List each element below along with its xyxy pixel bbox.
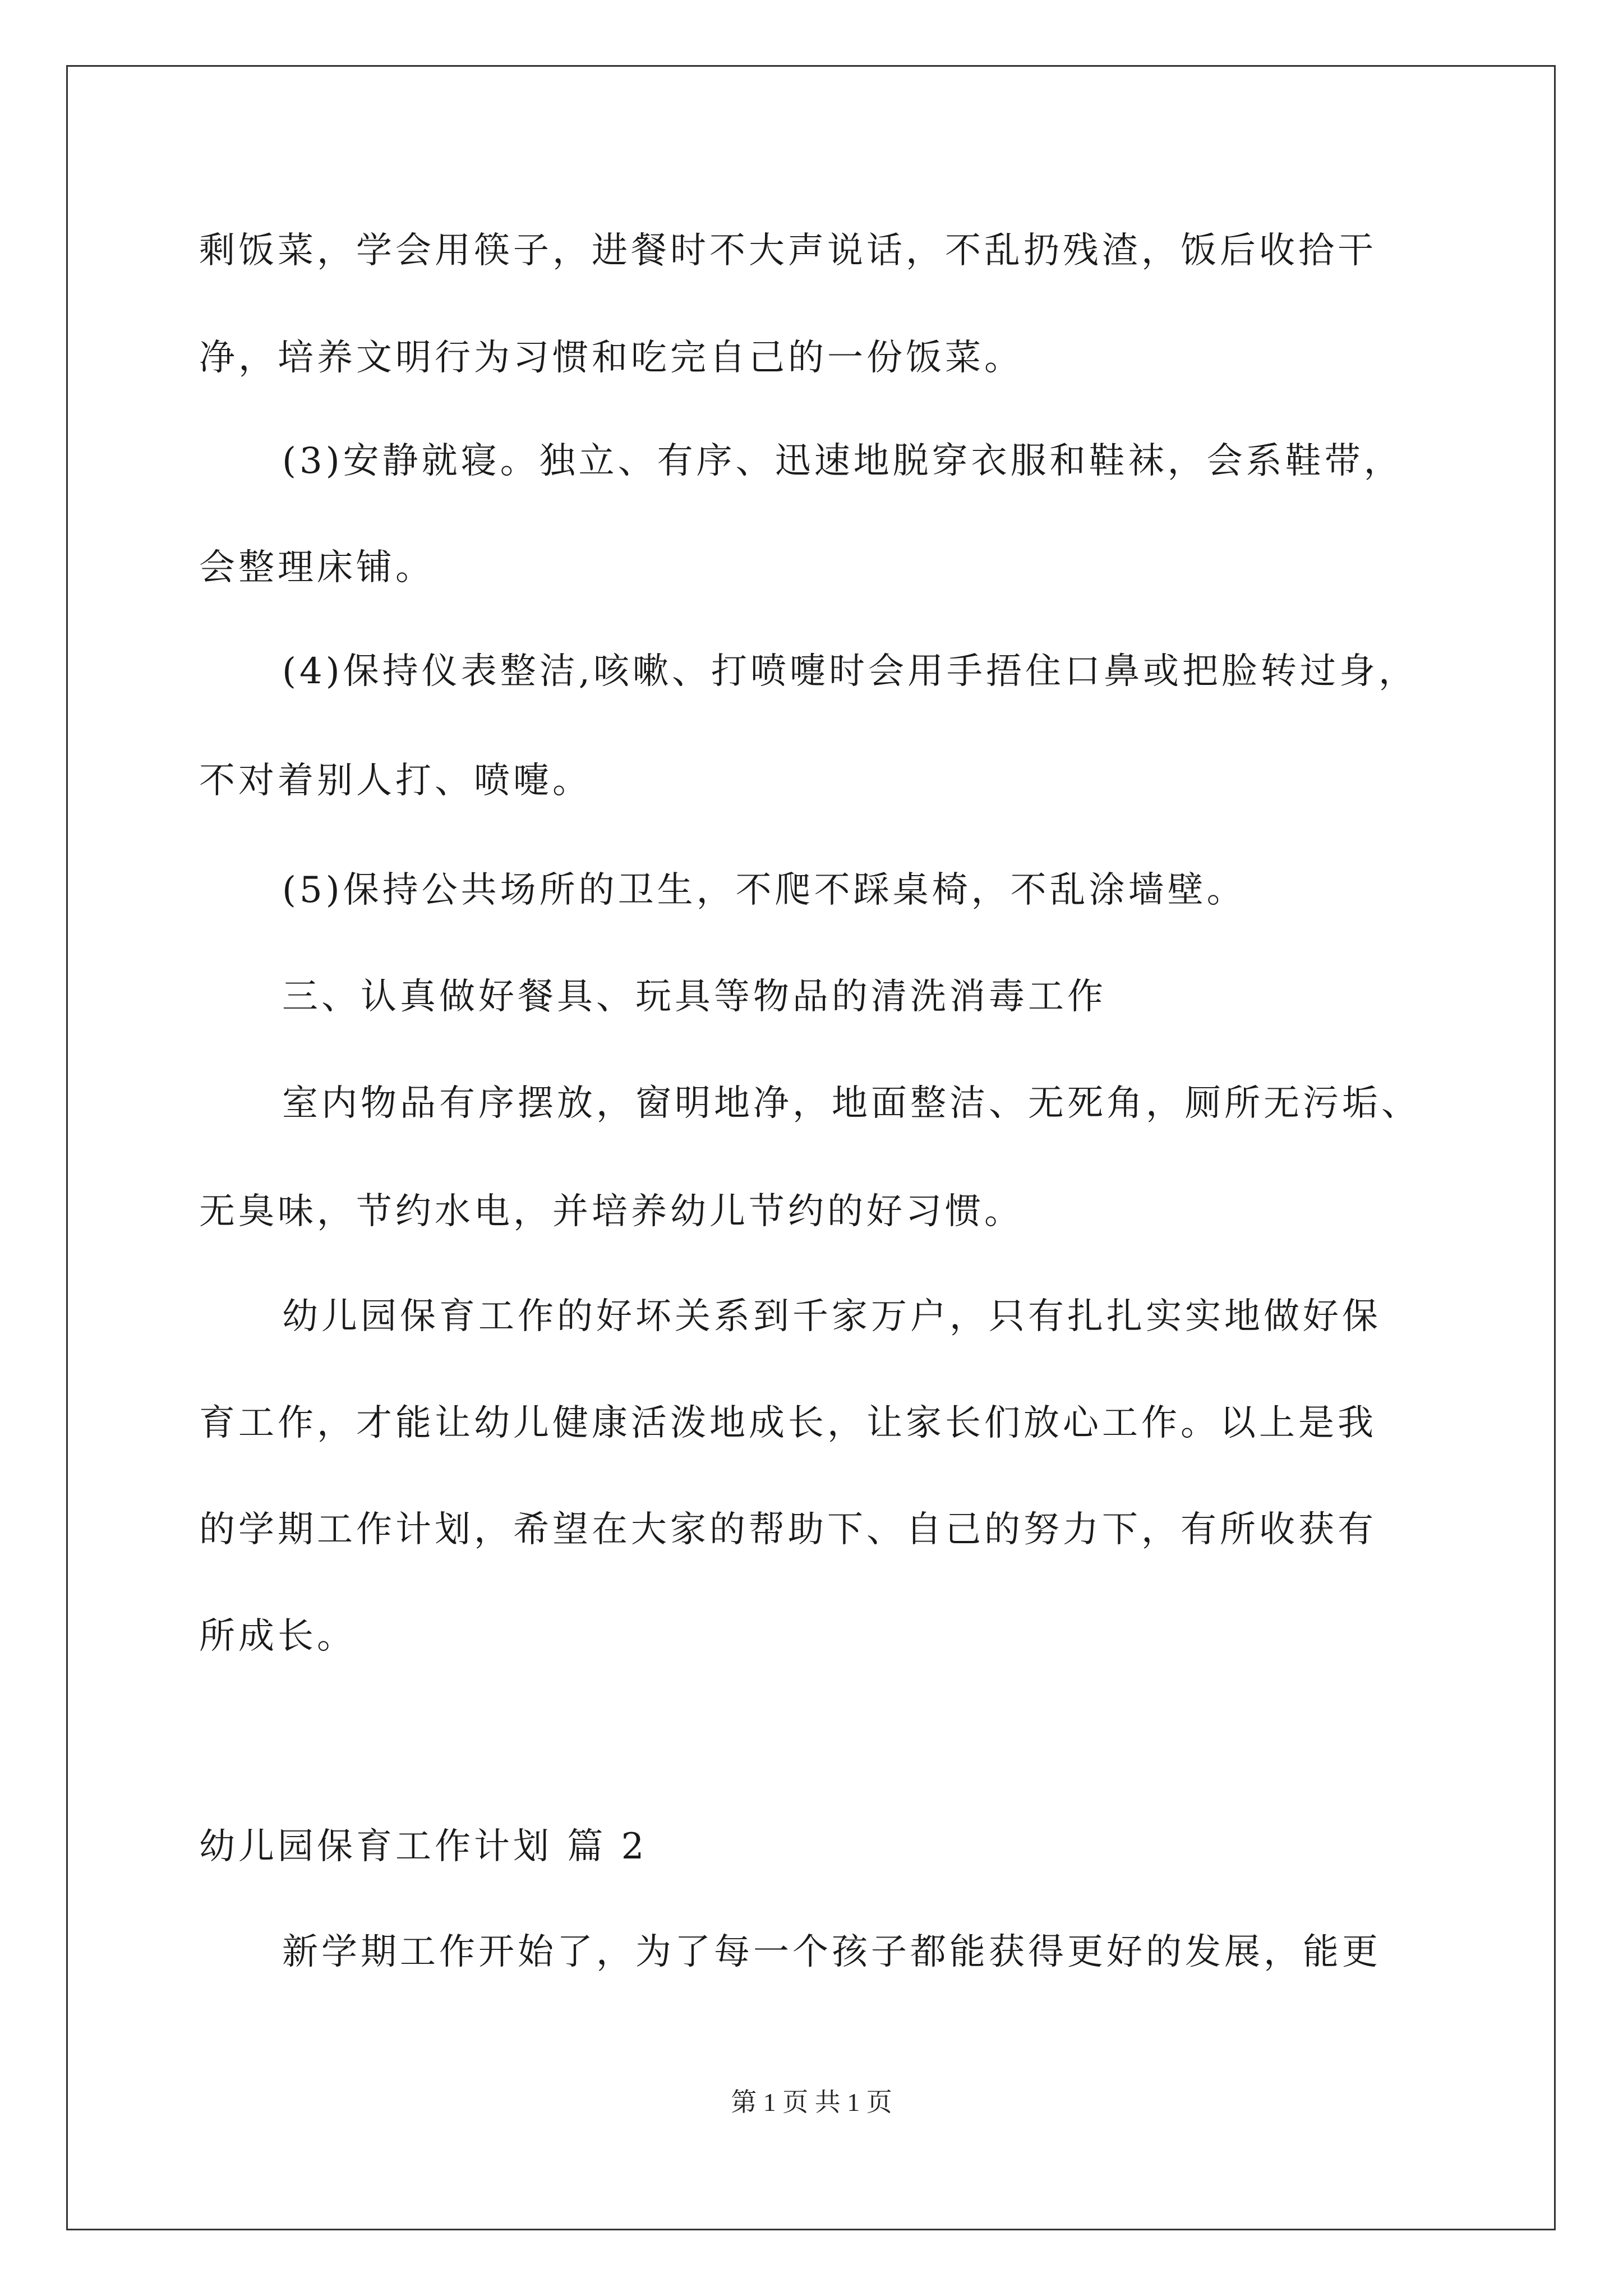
paragraph-line: (3)安静就寝。独立、有序、迅速地脱穿衣服和鞋袜，会系鞋带，	[282, 440, 1403, 482]
page-border	[66, 65, 1556, 2230]
paragraph-line: 的学期工作计划，希望在大家的帮助下、自己的努力下，有所收获有	[199, 1509, 1377, 1550]
paragraph-line: 室内物品有序摆放，窗明地净，地面整洁、无死角，厕所无污垢、	[282, 1083, 1421, 1124]
section-title: 幼儿园保育工作计划 篇 2	[199, 1826, 648, 1867]
paragraph-line: 幼儿园保育工作的好坏关系到千家万户，只有扎扎实实地做好保	[282, 1296, 1381, 1337]
paragraph-line: 净，培养文明行为习惯和吃完自己的一份饭菜。	[199, 337, 1023, 379]
paragraph-line: 剩饭菜，学会用筷子，进餐时不大声说话，不乱扔残渣，饭后收拾干	[199, 230, 1377, 272]
paragraph-line: 新学期工作开始了，为了每一个孩子都能获得更好的发展，能更	[282, 1931, 1381, 1973]
page-number-footer: 第 1 页 共 1 页	[731, 2088, 892, 2116]
paragraph-line: 育工作，才能让幼儿健康活泼地成长，让家长们放心工作。以上是我	[199, 1402, 1377, 1444]
paragraph-line: 会整理床铺。	[199, 547, 435, 588]
paragraph-line: 三、认真做好餐具、玩具等物品的清洗消毒工作	[282, 976, 1106, 1018]
paragraph-line: (5)保持公共场所的卫生，不爬不踩桌椅，不乱涂墙壁。	[282, 869, 1246, 911]
paragraph-line: 所成长。	[199, 1616, 356, 1657]
paragraph-line: (4)保持仪表整洁,咳嗽、打喷嚏时会用手捂住口鼻或把脸转过身，	[282, 651, 1418, 692]
paragraph-line: 无臭味，节约水电，并培养幼儿节约的好习惯。	[199, 1191, 1023, 1232]
paragraph-line: 不对着别人打、喷嚏。	[199, 760, 592, 802]
